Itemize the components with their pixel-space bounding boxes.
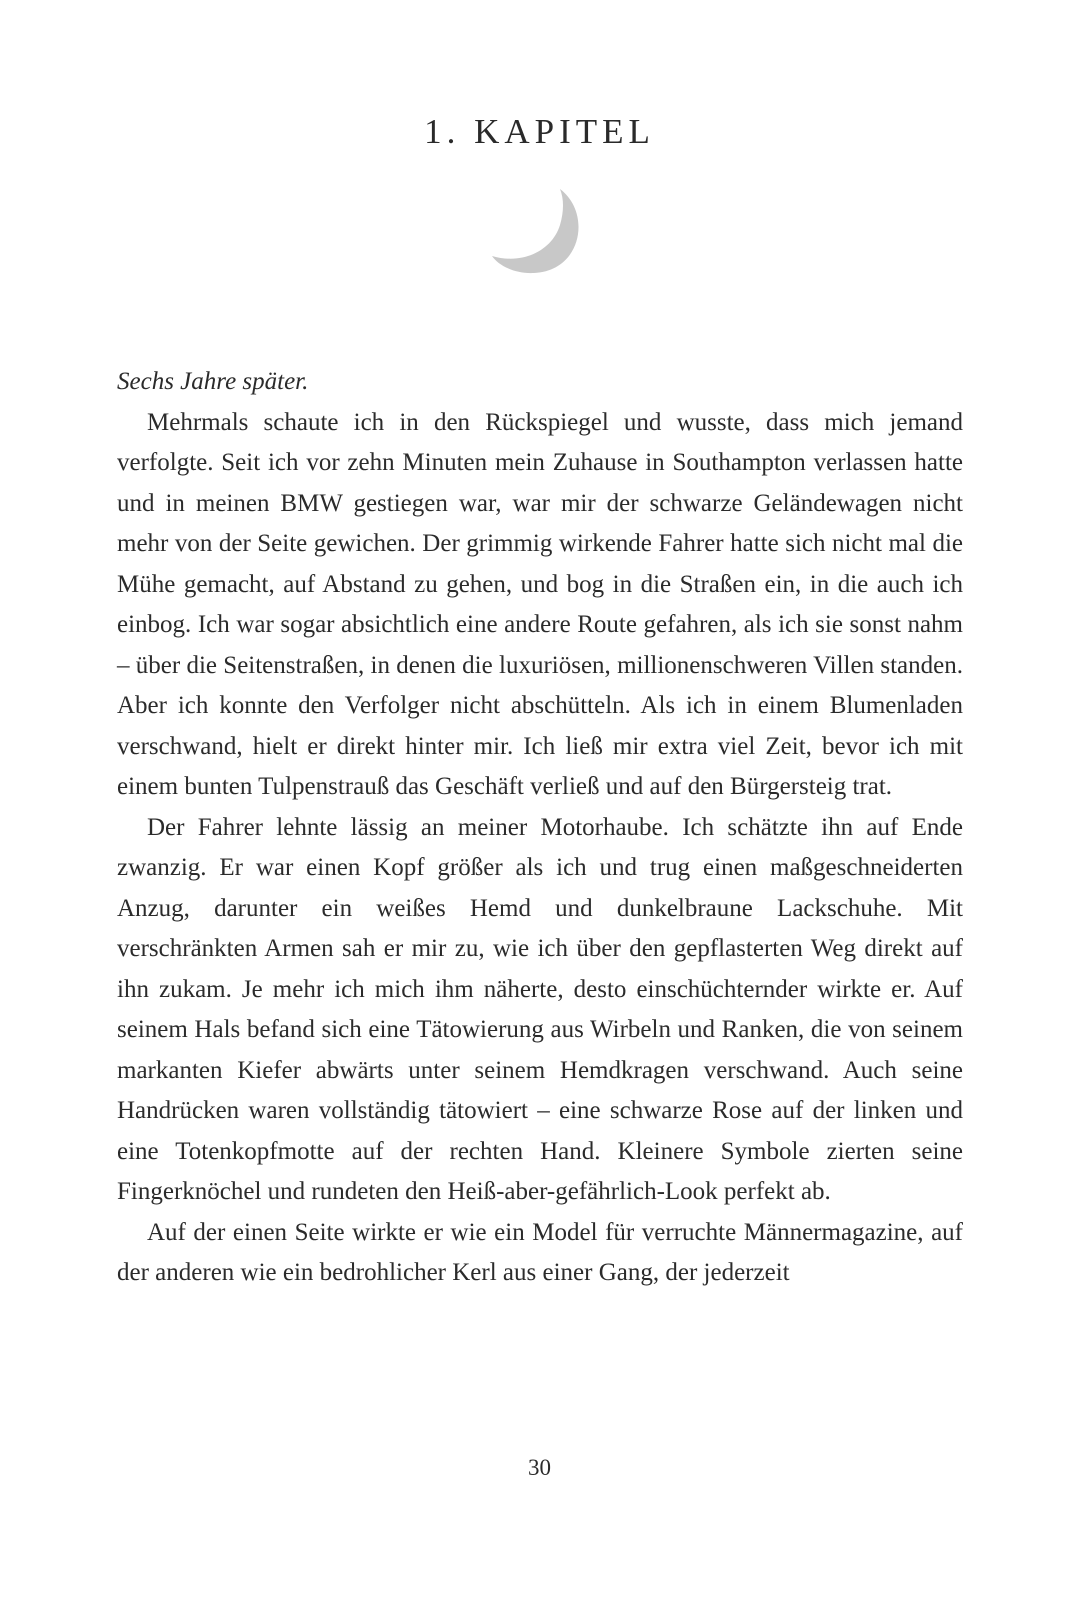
scene-subheading: Sechs Jahre später.	[117, 368, 309, 395]
body-text	[117, 362, 963, 1294]
paragraph-1: Mehrmals schaute ich in den Rückspiegel und wusste, dass mich jemand verfolgte. Seit ich vor zehn Minuten mein Zuhause in Southampton verlassen hatte und in meinen BMW gestiegen war, war mir der schwarze Geländewagen nicht mehr von der Seite gewichen. Der grimmig wirkende Fahrer hatte sich nicht mal die Mühe gemacht, auf Abstand zu gehen, und bog in die Straßen ein, in die auch ich einbog. Ich war sogar absichtlich eine andere Route gefahren, als ich sie sonst nahm – über die Seitenstraßen, in denen die luxuriösen, millionenschweren Villen standen. Aber ich konnte den Verfolger nicht abschütteln. Als ich in einem Blumenladen verschwand, hielt er direkt hinter mir. Ich ließ mir extra viel Zeit, bevor ich mit einem bunten Tulpenstrauß das Geschäft verließ und auf den Bürgersteig trat.	[117, 408, 963, 800]
chapter-title: 1. KAPITEL	[424, 112, 655, 151]
page-number: 30	[528, 1455, 551, 1480]
crescent-moon-icon	[490, 185, 585, 280]
crescent-moon-shape	[492, 189, 579, 273]
paragraph-3: Auf der einen Seite wirkte er wie ein Model für verruchte Männermagazine, auf der anderen wie ein bedrohlicher Kerl aus einer Gang, der jederzeit	[117, 1218, 963, 1286]
paragraph-2: Der Fahrer lehnte lässig an meiner Motorhaube. Ich schätzte ihn auf Ende zwanzig. Er war einen Kopf größer als ich und trug einen maßgeschneiderten Anzug, darunter ein weißes Hemd und dunkelbraune Lackschuhe. Mit verschränkten Armen sah er mir zu, wie ich über den gepflasterten Weg direkt auf ihn zukam. Je mehr ich mich ihm näherte, desto einschüchternder wirkte er. Auf seinem Hals befand sich eine Tätowierung aus Wirbeln und Ranken, die von seinem markanten Kiefer abwärts unter seinem Hemdkragen verschwand. Auch seine Handrücken waren vollständig tätowiert – eine schwarze Rose auf der linken und eine Totenkopfmotte auf der rechten Hand. Kleinere Symbole zierten seine Fingerknöchel und rundeten den Heiß-aber-gefährlich-Look perfekt ab.	[117, 813, 963, 1205]
